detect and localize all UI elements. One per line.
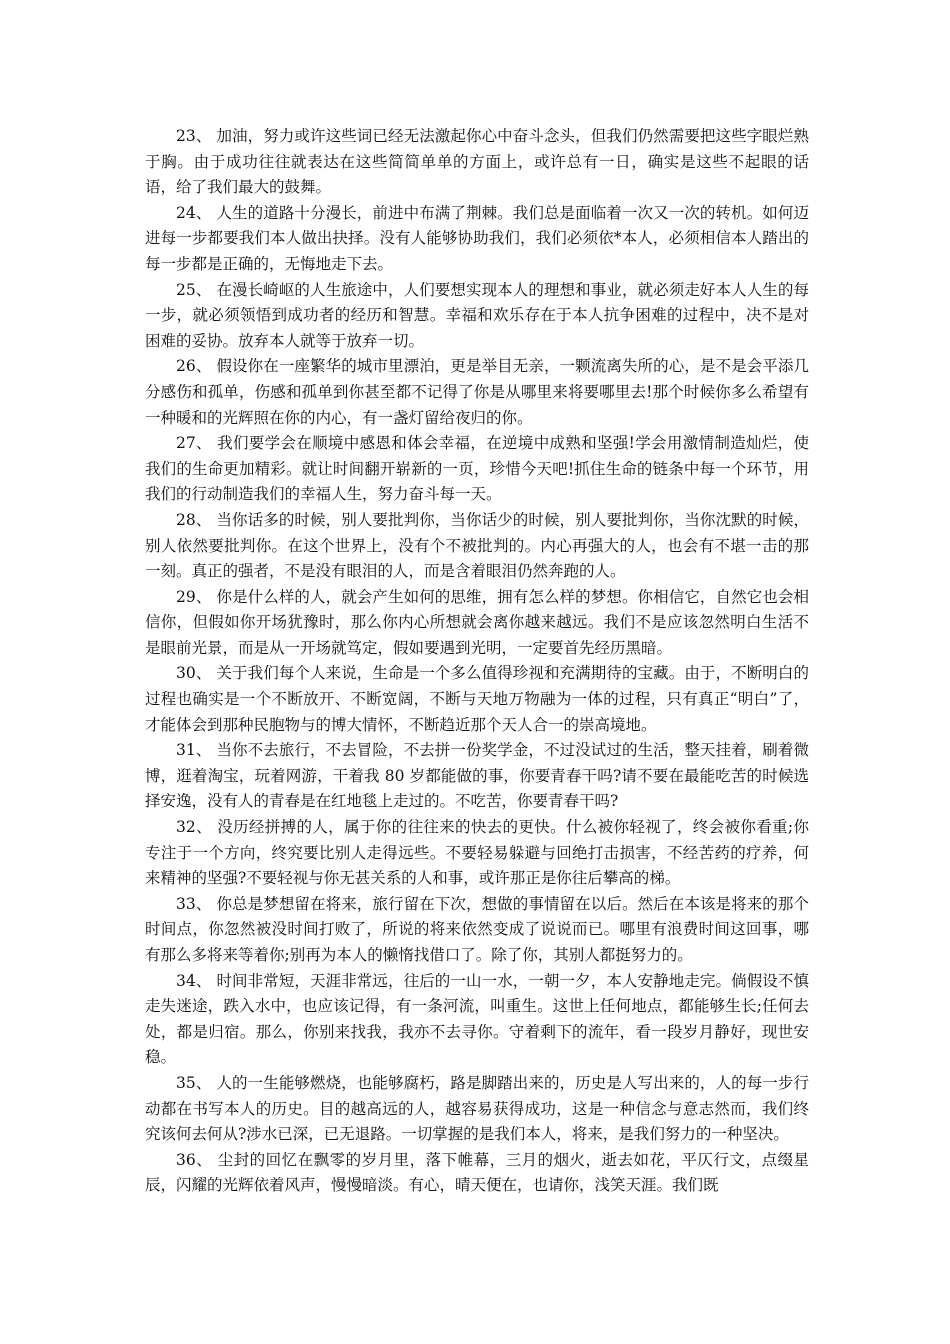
paragraph-26: 26、 假设你在一座繁华的城市里漂泊，更是举目无亲，一颗流离失所的心，是不是会平添几分感伤和孤单，伤感和孤单到你甚至都不记得了你是从哪里来将要哪里去!那个时候你多么希望有一种暖和的光辉照在你的内心，有一盏灯留给夜归的你。 [145,357,809,427]
paragraph-25: 25、 在漫长崎岖的人生旅途中，人们要想实现本人的理想和事业，就必须走好本人人生的每一步，就必须领悟到成功者的经历和智慧。幸福和欢乐存在于本人抗争困难的过程中，决不是对困难的妥协。放弃本人就等于放弃一切。 [145,280,809,350]
paragraph-29: 29、 你是什么样的人，就会产生如何的思维，拥有怎么样的梦想。你相信它，自然它也会相信你，但假如你开场犹豫时，那么你内心所想就会离你越来越远。我们不是应该忽然明白生活不是眼前光景，而是从一开场就笃定，假如要遇到光明，一定要首先经历黑暗。 [145,587,809,657]
paragraph-27: 27、 我们要学会在顺境中感恩和体会幸福，在逆境中成熟和坚强!学会用激情制造灿烂，使我们的生命更加精彩。就让时间翻开崭新的一页，珍惜今天吧!抓住生命的链条中每一个环节，用我们的行动制造我们的幸福人生，努力奋斗每一天。 [145,434,809,504]
paragraph-36: 36、 尘封的回忆在飘零的岁月里，落下帷幕，三月的烟火，逝去如花，平仄行文，点缀星辰，闪耀的光辉依着风声，慢慢暗淡。有心，晴天便在，也请你，浅笑天涯。我们既 [145,1150,809,1195]
paragraph-32: 32、 没历经拼搏的人，属于你的往往来的快去的更快。什么被你轻视了，终会被你看重;你专注于一个方向，终究要比别人走得远些。不要轻易躲避与回绝打击损害，不经苦药的疗养，何来精神的坚强?不要轻视与你无甚关系的人和事，或许那正是你往后攀高的梯。 [145,818,809,888]
paragraph-23: 23、 加油，努力或许这些词已经无法激起你心中奋斗念头，但我们仍然需要把这些字眼烂熟于胸。由于成功往往就表达在这些简简单单的方面上，或许总有一日，确实是这些不起眼的话语，给了我们最大的鼓舞。 [145,127,809,197]
paragraph-33: 33、 你总是梦想留在将来，旅行留在下次，想做的事情留在以后。然后在本该是将来的那个时间点，你忽然被没时间打败了，所说的将来依然变成了说说而已。哪里有浪费时间这回事，哪有那么多将来等着你;别再为本人的懒惰找借口了。除了你，其别人都挺努力的。 [145,894,809,964]
paragraph-28: 28、 当你话多的时候，别人要批判你，当你话少的时候，别人要批判你，当你沈默的时候，别人依然要批判你。在这个世界上，没有个不被批判的。内心再强大的人，也会有不堪一击的那一刻。真正的强者，不是没有眼泪的人，而是含着眼泪仍然奔跑的人。 [145,510,809,581]
paragraph-31: 31、 当你不去旅行，不去冒险，不去拼一份奖学金，不过没试过的生活，整天挂着，刷着微博，逛着淘宝，玩着网游，干着我 80 岁都能做的事，你要青春干吗?请不要在最能吃苦的时候选择安逸，没有人的青春是在红地毯上走过的。不吃苦，你要青春干吗? [145,741,809,811]
document-body [145,124,809,1199]
paragraph-35: 35、 人的一生能够燃烧，也能够腐朽，路是脚踏出来的，历史是人写出来的，人的每一步行动都在书写本人的历史。目的越高远的人，越容易获得成功，这是一种信念与意志然而，我们终究该何去何从?涉水已深，已无退路。一切掌握的是我们本人，将来，是我们努力的一种坚决。 [145,1073,809,1144]
paragraph-30: 30、 关于我们每个人来说，生命是一个多么值得珍视和充满期待的宝藏。由于，不断明白的过程也确实是一个不断放开、不断宽阔，不断与天地万物融为一体的过程，只有真正“明白”了，才能体会到那种民胞物与的博大情怀，不断趋近那个天人合一的崇高境地。 [145,664,809,734]
paragraph-34: 34、 时间非常短，天涯非常远，往后的一山一水，一朝一夕，本人安静地走完。倘假设不慎走失迷途，跌入水中，也应该记得，有一条河流，叫重生。这世上任何地点，都能够生长;任何去处，都是归宿。那么，你别来找我，我亦不去寻你。守着剩下的流年，看一段岁月静好，现世安稳。 [145,971,809,1067]
paragraph-24: 24、 人生的道路十分漫长，前进中布满了荆棘。我们总是面临着一次又一次的转机。如何迈进每一步都要我们本人做出抉择。没有人能够协助我们，我们必须依*本人，必须相信本人踏出的每一步都是正确的，无悔地走下去。 [145,203,809,273]
